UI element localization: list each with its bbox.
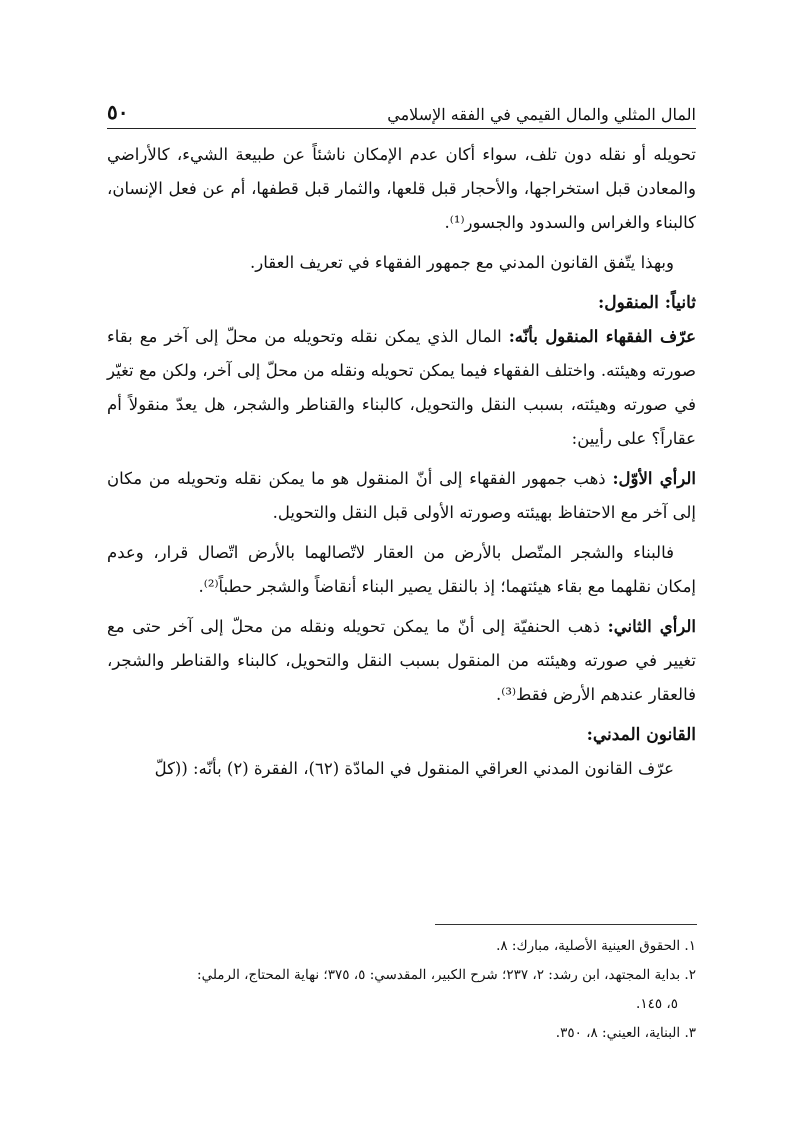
definition-lead: عرّف الفقهاء المنقول بأنّه:	[508, 327, 696, 346]
header-divider	[107, 128, 696, 129]
second-opinion-text: ذهب الحنفيّة إلى أنّ ما يمكن تحويله ونقله من محلّ إلى آخر حتى مع تغيير في صورته وهيئته من المنقول بسبب النقل والتحويل، كالبناء والقناطر والشجر، فالعقار عندهم الأرض فقط⁽³⁾.	[107, 617, 696, 704]
paragraph-continued: تحويله أو نقله دون تلف، سواء أكان عدم الإمكان ناشئاً عن طبيعة الشيء، كالأراضي والمعادن قبل استخراجها، والأحجار قبل قلعها، والثمار قبل قطفها، أم عن فعل الإنسان، كالبناء والغراس والسدود والجسور⁽¹⁾.	[107, 145, 696, 232]
running-title: المال المثلي والمال القيمي في الفقه الإسلامي	[387, 105, 696, 124]
paragraph-definition	[107, 320, 696, 456]
footnote-3: ٣. البناية، العيني: ٨، ٣٥٠.	[555, 1025, 696, 1041]
definition-text: المال الذي يمكن نقله وتحويله من محلّ إلى آخر مع بقاء صورته وهيئته. واختلف الفقهاء فيما يمكن تحويله ونقله من محلّ إلى آخر، ولكن مع تغيّر في صورته وهيئته، بسبب النقل والتحويل، كالبناء والقناطر والشجر، هل يعدّ منقولاً أم عقاراً؟ على رأيين:	[107, 327, 696, 448]
second-opinion-lead: الرأي الثاني:	[607, 617, 696, 636]
paragraph-agreement: وبهذا يتّفق القانون المدني مع جمهور الفقهاء في تعريف العقار.	[250, 253, 674, 272]
first-opinion-lead: الرأي الأوّل:	[612, 469, 696, 488]
section-heading-civil-law: القانون المدني:	[586, 725, 696, 745]
footnotes	[107, 932, 696, 1048]
paragraph-first-opinion	[107, 462, 696, 530]
running-header	[107, 94, 696, 124]
page-number: ٥٠	[107, 100, 129, 124]
paragraph-second-opinion	[107, 610, 696, 712]
first-opinion-text: ذهب جمهور الفقهاء إلى أنّ المنقول هو ما يمكن نقله وتحويله من مكان إلى آخر مع الاحتفاظ بهيئته وصورته الأولى قبل النقل والتحويل.	[107, 469, 696, 522]
footnote-2-continued: ٥، ١٤٥.	[636, 996, 678, 1012]
paragraph-buildings-trees: فالبناء والشجر المتّصل بالأرض من العقار لاتّصالهما بالأرض اتّصال قرار، وعدم إمكان نقلهما مع بقاء هيئتهما؛ إذ بالنقل يصير البناء أنقاضاً والشجر حطباً⁽²⁾.	[107, 543, 696, 596]
body-text	[107, 138, 696, 786]
footnote-2: ٢. بداية المجتهد، ابن رشد: ٢، ٢٣٧؛ شرح الكبير، المقدسي: ٥، ٣٧٥؛ نهاية المحتاج، الرملي:	[197, 967, 696, 983]
section-heading-movable: ثانياً: المنقول:	[597, 293, 696, 313]
footnote-divider	[435, 924, 697, 925]
paragraph-civil-law: عرّف القانون المدني العراقي المنقول في المادّة (٦٢)، الفقرة (٢) بأنّه: ((كلّ	[154, 759, 674, 778]
footnote-1: ١. الحقوق العينية الأصلية، مبارك: ٨.	[496, 938, 696, 954]
